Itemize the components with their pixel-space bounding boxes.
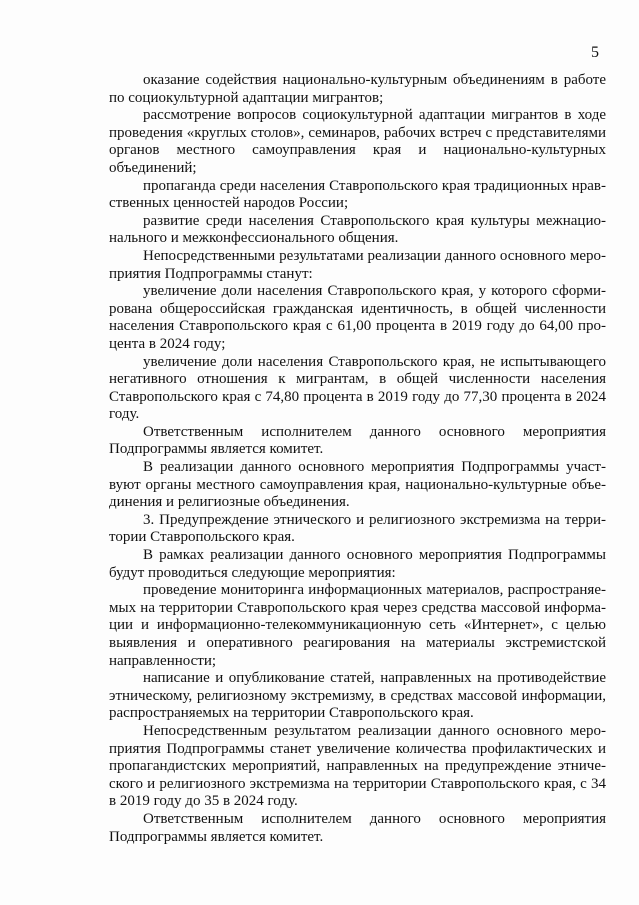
page-number: 5 (591, 44, 599, 61)
paragraph: В реализации данного основного мероприятия Подпрограммы участвуют органы местного самоуправления края, национально-культурные объединения и религиозные объединения. (109, 459, 606, 511)
paragraph: В рамках реализации данного основного мероприятия Подпрограммы будут проводиться следующие мероприятия: (109, 547, 606, 581)
paragraph: Непосредственным результатом реализации данного основного мероприятия Подпрограммы станет увеличение количества профилактических и пропагандистских мероприятий, направленных на предупреждение этнического и религиозного экстремизма на территории Ставропольского края, с 34 в 2019 году до 35 в 2024 году. (109, 722, 606, 810)
paragraph: рассмотрение вопросов социокультурной адаптации мигрантов в ходе проведения «круглых столов», семинаров, рабочих встреч с представителями органов местного самоуправления края и национально-культурных объединений; (109, 107, 606, 176)
paragraph: увеличение доли населения Ставропольского края, у которого сформирована общероссийская гражданская идентичность, в общей численности населения Ставропольского края с 61,00 процента в 2019 году до 64,00 процента в 2024 году; (109, 283, 606, 352)
section-heading: 3. Предупреждение этнического и религиозного экстремизма на территории Ставропольского края. (109, 511, 606, 546)
paragraph: проведение мониторинга информационных материалов, распространяемых на территории Ставропольского края через средства массовой информации и информационно-телекоммуникационную сеть «Интернет», с целью выявления и оперативного реагирования на материалы экстремистской направленности; (109, 582, 606, 669)
paragraph: Ответственным исполнителем данного основного мероприятия Подпрограммы является комитет. (109, 423, 606, 458)
paragraph: Ответственным исполнителем данного основного мероприятия Подпрограммы является комитет. (109, 810, 606, 845)
paragraph: развитие среди населения Ставропольского края культуры межнационального и межконфессионального общения. (109, 212, 606, 247)
document-body (109, 72, 606, 846)
paragraph: Непосредственными результатами реализации данного основного мероприятия Подпрограммы станут: (109, 247, 606, 282)
paragraph: пропаганда среди населения Ставропольского края традиционных нравственных ценностей народов России; (109, 177, 606, 212)
paragraph: написание и опубликование статей, направленных на противодействие этническому, религиозному экстремизму, в средствах массовой информации, распространяемых на территории Ставропольского края. (109, 670, 606, 722)
paragraph: увеличение доли населения Ставропольского края, не испытывающего негативного отношения к мигрантам, в общей численности населения Ставропольского края с 74,80 процента в 2019 году до 77,30 процента в 2024 году. (109, 353, 606, 423)
paragraph: оказание содействия национально-культурным объединениям в работе по социокультурной адаптации мигрантов; (109, 72, 606, 106)
